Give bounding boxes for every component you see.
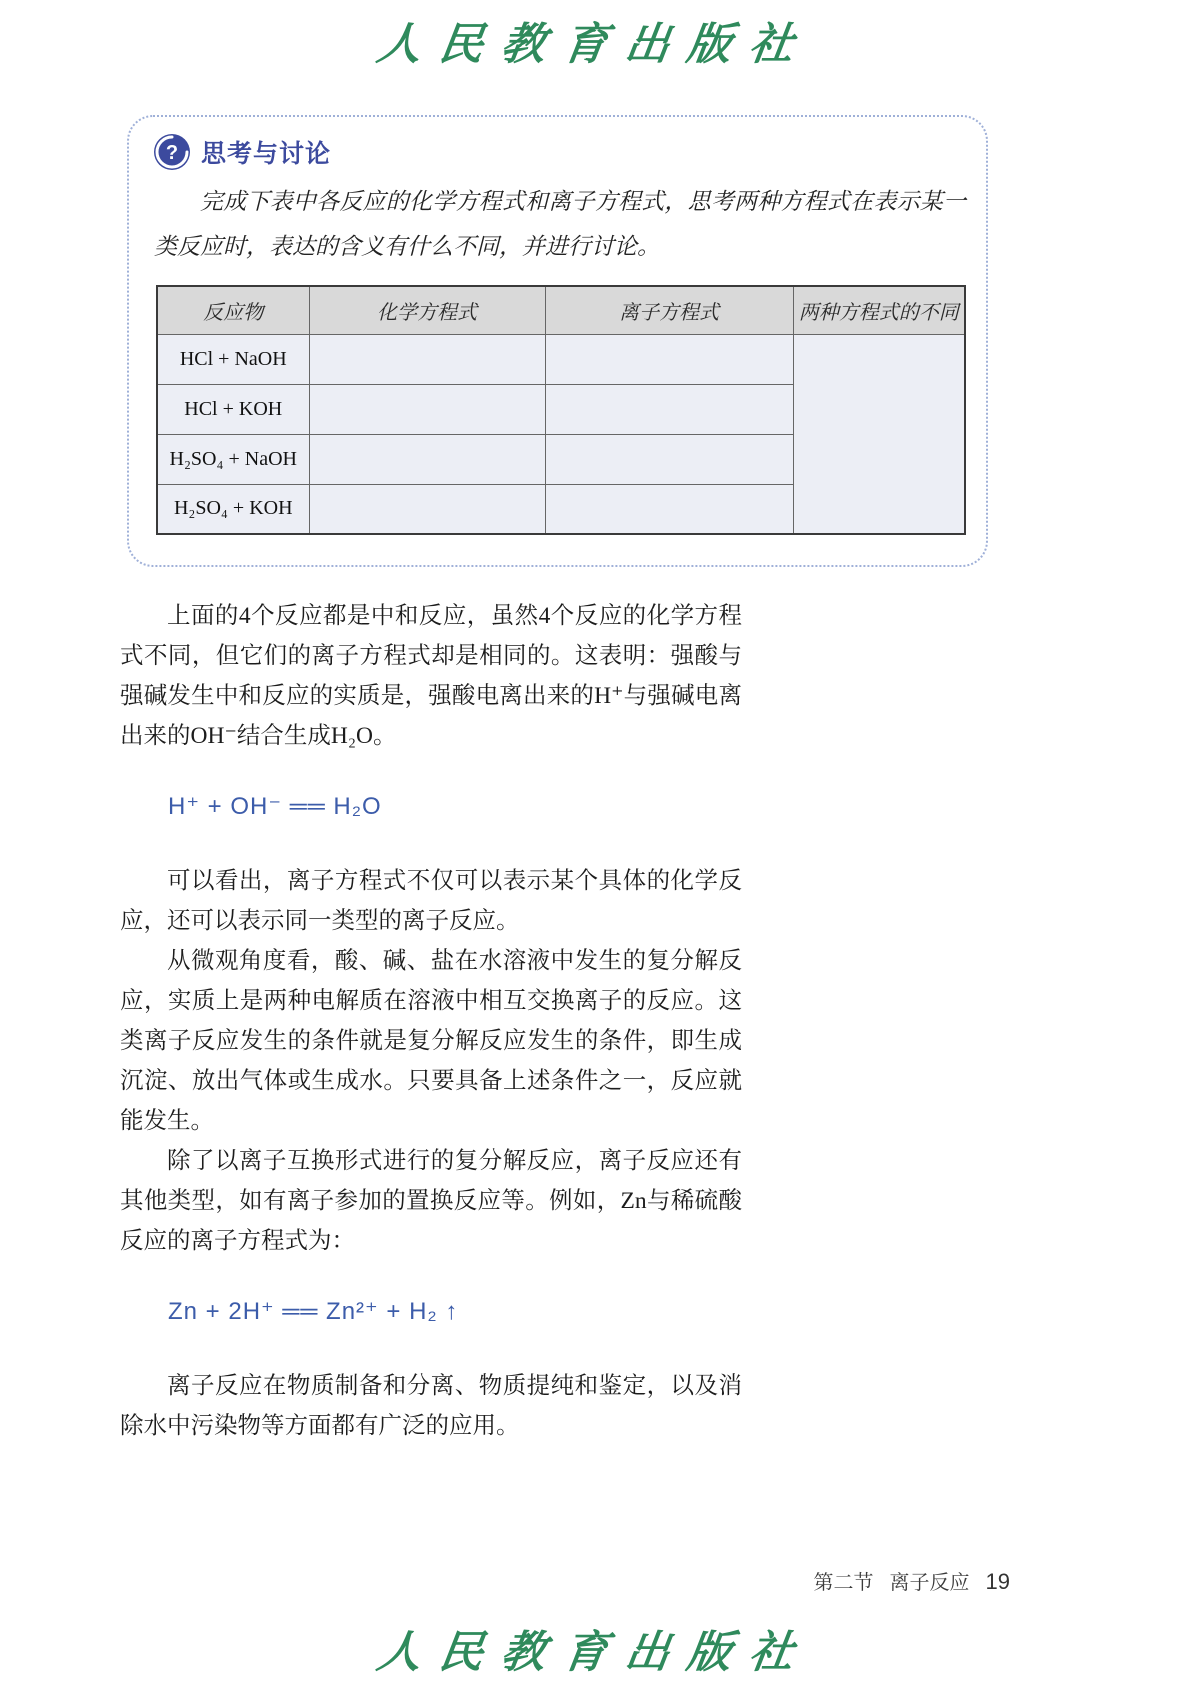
think-discuss-box bbox=[127, 115, 988, 567]
ionic-equation-zinc: Zn + 2H⁺ ══ Zn²⁺ + H₂ ↑ bbox=[168, 1298, 459, 1325]
table-header-row bbox=[157, 286, 965, 334]
ionic-equation-neutralization: H⁺ + OH⁻ ══ H₂O bbox=[168, 793, 382, 820]
reactant-cell: H₂SO₄ + NaOH bbox=[157, 434, 309, 484]
body-text bbox=[120, 596, 742, 1446]
chemical-equation-blank-cell bbox=[309, 434, 545, 484]
col-header-reactants: 反应物 bbox=[157, 286, 309, 334]
paragraph-other-types: 除了以离子互换形式进行的复分解反应，离子反应还有其他类型，如有离子参加的置换反应等。例如，Zn与稀硫酸反应的离子方程式为： bbox=[120, 1148, 742, 1254]
footer-section: 第二节 bbox=[813, 1572, 874, 1594]
publisher-logo-bottom: 人民教育出版社 bbox=[373, 1627, 815, 1678]
paragraph-applications: 离子反应在物质制备和分离、物质提纯和鉴定，以及消除水中污染物等方面都有广泛的应用。 bbox=[120, 1373, 742, 1439]
footer-chapter: 离子反应 bbox=[889, 1572, 970, 1594]
col-header-ionic-equation: 离子方程式 bbox=[545, 286, 793, 334]
difference-blank-cell bbox=[793, 334, 965, 534]
col-header-chemical-equation: 化学方程式 bbox=[309, 286, 545, 334]
reactant-cell: HCl + NaOH bbox=[157, 334, 309, 384]
ionic-equation-blank-cell bbox=[545, 334, 793, 384]
reactant-cell: H₂SO₄ + KOH bbox=[157, 484, 309, 534]
ionic-equation-blank-cell bbox=[545, 484, 793, 534]
think-box-header bbox=[153, 133, 331, 171]
ionic-equation-blank-cell bbox=[545, 384, 793, 434]
chemical-equation-blank-cell bbox=[309, 384, 545, 434]
paragraph-ionic-meaning: 可以看出，离子方程式不仅可以表示某个具体的化学反应，还可以表示同一类型的离子反应。 bbox=[120, 868, 742, 934]
chemical-equation-blank-cell bbox=[309, 334, 545, 384]
publisher-logo-top: 人民教育出版社 bbox=[373, 19, 815, 70]
paragraph-metathesis: 从微观角度看，酸、碱、盐在水溶液中发生的复分解反应，实质上是两种电解质在溶液中相互交换离子的反应。这类离子反应发生的条件就是复分解反应发生的条件，即生成沉淀、放出气体或生成水。只要具备上述条件之一，反应就能发生。 bbox=[120, 948, 742, 1134]
paragraph-neutralization: 上面的4个反应都是中和反应，虽然4个反应的化学方程式不同，但它们的离子方程式却是相同的。这表明：强酸与强碱发生中和反应的实质是，强酸电离出来的H⁺与强碱电离出来的OH⁻结合生成H₂O。 bbox=[120, 603, 742, 749]
think-box-title: 思考与讨论 bbox=[201, 140, 332, 168]
chemical-equation-blank-cell bbox=[309, 484, 545, 534]
ionic-equation-blank-cell bbox=[545, 434, 793, 484]
svg-text:?: ? bbox=[165, 142, 179, 164]
think-box-intro: 完成下表中各反应的化学方程式和离子方程式，思考两种方程式在表示某一类反应时，表达的含义有什么不同，并进行讨论。 bbox=[154, 189, 966, 259]
page-number: 19 bbox=[985, 1569, 1010, 1594]
reactant-cell: HCl + KOH bbox=[157, 384, 309, 434]
question-mark-icon bbox=[153, 133, 191, 171]
reactions-table bbox=[156, 285, 966, 535]
page-footer bbox=[814, 1566, 1010, 1595]
col-header-difference: 两种方程式的不同 bbox=[793, 286, 965, 334]
table-row bbox=[157, 334, 965, 384]
